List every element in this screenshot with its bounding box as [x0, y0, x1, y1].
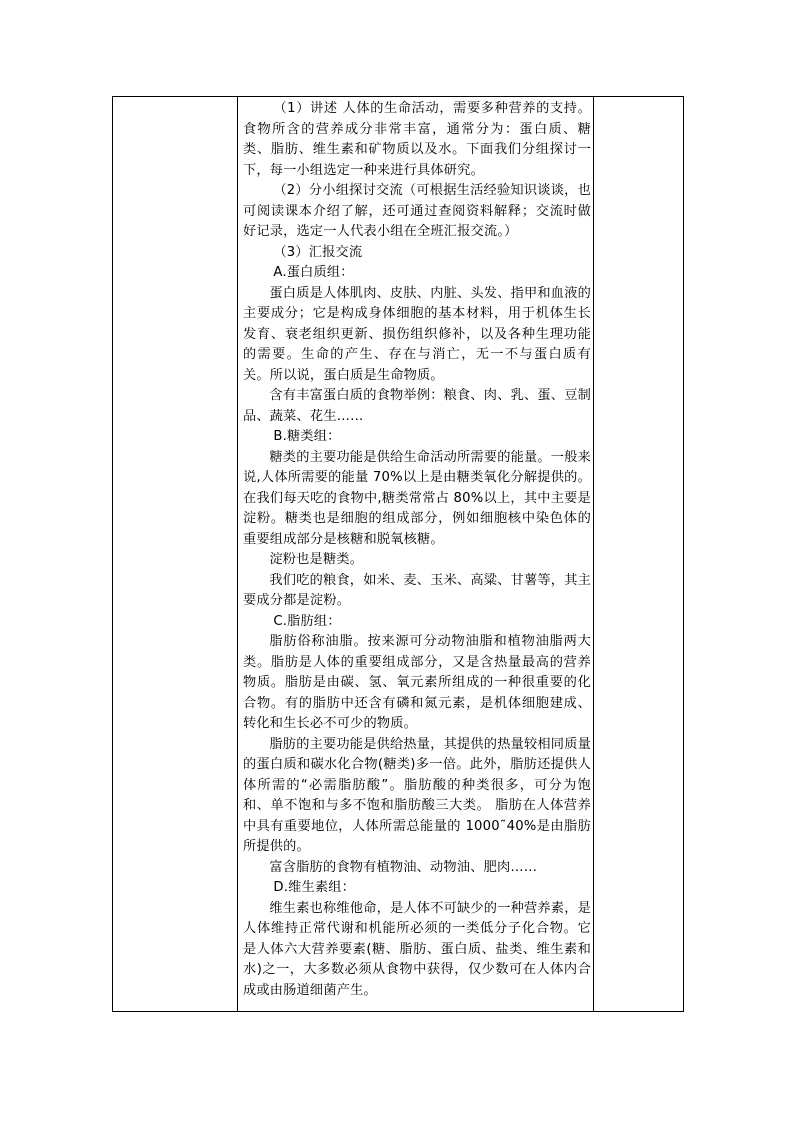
- step-explain-paragraph: （1）讲述 人体的生命活动，需要多种营养的支持。食物所含的营养成分非常丰富，通常分为：蛋白质、糖类、脂肪、维生素和矿物质以及水。下面我们分组探讨一下，每一小组选定一种来进行具体研究。: [243, 101, 591, 178]
- fat-paragraph: 脂肪俗称油脂。按来源可分动物油脂和植物油脂两大类。脂肪是人体的重要组成部分，又是含热量最高的营养物质。脂肪是由碳、氢、氧元素所组成的一种很重要的化合物。有的脂肪中还含有磷和氮元素，是机体细胞建成、转化和生长必不可少的物质。: [243, 634, 591, 731]
- protein-group-title: A.蛋白质组：: [273, 265, 354, 280]
- lesson-content: [238, 97, 593, 1001]
- sugar-group-title: B.糖类组：: [273, 429, 341, 444]
- step-discuss-paragraph: （2）分小组探讨交流（可根据生活经验知识谈谈，也可阅读课本介绍了解，还可通过查阅资料解释；交流时做好记录，选定一人代表小组在全班汇报交流。）: [243, 183, 591, 239]
- grain-paragraph: 我们吃的粮食，如米、麦、玉米、高粱、甘薯等，其主要成分都是淀粉。: [243, 572, 591, 608]
- sugar-paragraph: 糖类的主要功能是供给生命活动所需要的能量。一般来说,人体所需要的能量 70%以上是由糖类氧化分解提供的。在我们每天吃的食物中,糖类常常占 80%以上，其中主要是淀粉。糖类也是细胞的组成部分，例如细胞核中染色体的重要组成部分是核糖和脱氧核糖。: [243, 449, 591, 547]
- vitamin-group-title: D.维生素组：: [273, 880, 356, 895]
- protein-paragraph: 蛋白质是人体肌肉、皮肤、内脏、头发、指甲和血液的主要成分；它是构成身体细胞的基本材料，用于机体生长发育、衰老组织更新、损伤组织修补，以及各种生理功能的需要。生命的产生、存在与消亡，无一不与蛋白质有关。所以说，蛋白质是生命物质。: [243, 285, 591, 383]
- vitamin-paragraph: 维生素也称维他命，是人体不可缺少的一种营养素，是人体维持正常代谢和机能所必须的一类低分子化合物。它是人体六大营养要素(糖、脂肪、蛋白质、盐类、维生素和水)之一，大多数必须从食物中获得，仅少数可在人体内合成或由肠道细菌产生。: [243, 900, 591, 998]
- content-cell: [238, 97, 594, 1012]
- step-report-heading: （3）汇报交流: [273, 244, 363, 260]
- lesson-table: [112, 96, 684, 1012]
- fat-foods-paragraph: 富含脂肪的食物有植物油、动物油、肥肉……: [269, 859, 538, 875]
- protein-foods-paragraph: 含有丰富蛋白质的食物举例：粮食、肉、乳、蛋、豆制品、蔬菜、花生……: [243, 388, 591, 424]
- right-cell: [594, 97, 684, 1012]
- fat-function-paragraph: 脂肪的主要功能是供给热量，其提供的热量较相同质量的蛋白质和碳水化合物(糖类)多一倍。此外，脂肪还提供人体所需的“必需脂肪酸”。脂肪酸的种类很多，可分为饱和、单不饱和与多不饱和脂肪酸三大类。 脂肪在人体营养中具有重要地位，人体所需总能量的 1000˜40%是由脂肪所提供的。: [243, 736, 591, 854]
- left-cell: [113, 97, 238, 1012]
- fat-group-title: C.脂肪组：: [273, 613, 341, 629]
- starch-paragraph: 淀粉也是糖类。: [269, 552, 364, 567]
- table-row: [113, 97, 684, 1012]
